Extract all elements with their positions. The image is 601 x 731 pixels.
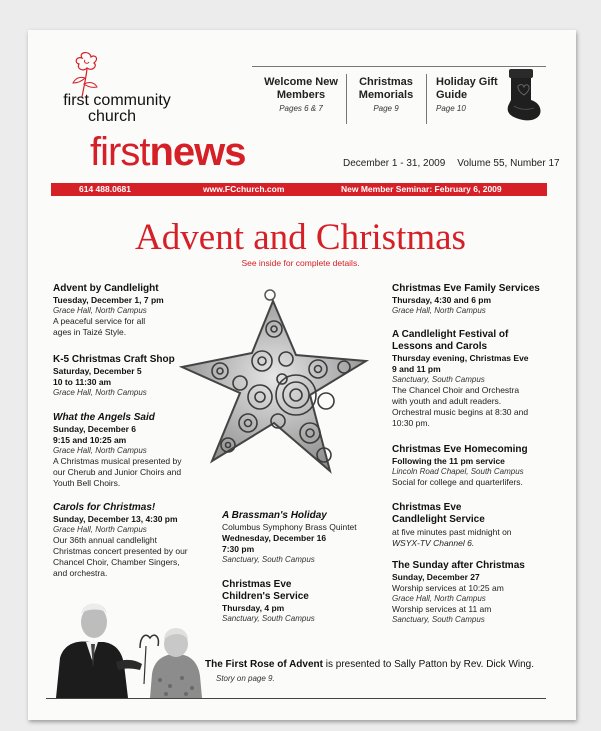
- church-logo: [52, 93, 182, 125]
- event-desc: WSYX-TV Channel 6.: [392, 538, 475, 548]
- event-place: Lincoln Road Chapel, South Campus: [392, 467, 524, 476]
- promo-title: Christmas Memorials: [358, 76, 414, 101]
- event-desc: Orchestral music begins at 8:30 and: [392, 407, 529, 417]
- event-candlelight-service-details: [392, 527, 547, 549]
- event-date: Following the 11 pm service: [392, 456, 505, 466]
- event-place: Grace Hall, North Campus: [53, 525, 147, 534]
- event-carols: [53, 502, 223, 579]
- event-time: 7:30 pm: [222, 544, 255, 554]
- event-place: Grace Hall, North Campus: [53, 388, 147, 397]
- event-date: Thursday, 4 pm: [222, 603, 285, 613]
- event-place: Grace Hall, North Campus: [392, 594, 486, 603]
- event-desc: Chancel Choir, Chamber Singers,: [53, 557, 180, 567]
- caption-story-ref: Story on page 9.: [216, 674, 275, 683]
- event-desc: A peaceful service for all: [53, 316, 146, 326]
- promo-divider: [346, 74, 347, 124]
- promo-memorials: [350, 76, 422, 113]
- headline-subtitle: See inside for complete details.: [241, 258, 360, 268]
- event-subtitle: Columbus Symphony Brass Quintet: [222, 522, 357, 532]
- info-bar: [51, 183, 547, 196]
- event-place: Sanctuary, South Campus: [222, 614, 315, 623]
- event-desc: Worship services at 11 am: [392, 604, 492, 614]
- logo-line-1: first community: [63, 92, 171, 109]
- event-date: Thursday, 4:30 and 6 pm: [392, 295, 492, 305]
- event-brassman: [222, 510, 382, 565]
- event-title: Christmas Eve Candlelight Service: [392, 502, 485, 525]
- event-date: Wednesday, December 16: [222, 533, 327, 543]
- event-place: Sanctuary, South Campus: [392, 615, 485, 624]
- masthead-news: news: [149, 130, 246, 174]
- event-lessons-carols: [392, 329, 547, 429]
- event-title: A Brassman's Holiday: [222, 510, 327, 521]
- promo-divider: [426, 74, 427, 124]
- caption-bold: The First Rose of Advent: [205, 659, 323, 670]
- event-desc: ages in Taizé Style.: [53, 327, 127, 337]
- event-title: Carols for Christmas!: [53, 502, 156, 513]
- event-date: Sunday, December 13, 4:30 pm: [53, 514, 178, 524]
- event-title: What the Angels Said: [53, 412, 155, 423]
- event-desc: with youth and adult readers.: [392, 396, 502, 406]
- caption-text: is presented to Sally Patton by Rev. Dick Wing.: [322, 659, 534, 670]
- promo-page: Pages 6 & 7: [279, 104, 323, 113]
- event-title: The Sunday after Christmas: [392, 560, 525, 571]
- event-date: Tuesday, December 1, 7 pm: [53, 295, 164, 305]
- rose-presentation-photo: [46, 588, 204, 698]
- rose-logo-icon: [60, 50, 110, 98]
- event-title: A Candlelight Festival of Lessons and Carols: [392, 329, 509, 352]
- event-place: Grace Hall, North Campus: [392, 306, 486, 315]
- bottom-rule: [46, 698, 546, 699]
- event-desc: Youth Bell Choirs.: [53, 478, 121, 488]
- issue-volume: Volume 55, Number 17: [457, 158, 560, 169]
- event-time: 9 and 11 pm: [392, 364, 441, 374]
- event-title: Christmas Eve Children's Service: [222, 579, 309, 602]
- promo-welcome: [258, 76, 344, 113]
- event-date: Thursday evening, Christmas Eve: [392, 353, 529, 363]
- event-desc: Our 36th annual candlelight: [53, 535, 157, 545]
- event-desc: and orchestra.: [53, 568, 108, 578]
- event-title: Christmas Eve Family Services: [392, 283, 540, 294]
- stocking-icon: [500, 66, 544, 126]
- event-place: Grace Hall, North Campus: [53, 306, 147, 315]
- issue-info: [343, 158, 560, 169]
- masthead-first: first: [90, 130, 150, 174]
- issue-dates: December 1 - 31, 2009: [343, 158, 446, 169]
- event-homecoming: [392, 444, 547, 488]
- event-time: 9:15 and 10:25 am: [53, 435, 127, 445]
- promo-gift-guide: [430, 76, 500, 113]
- event-title: K-5 Christmas Craft Shop: [53, 354, 175, 365]
- event-family-services: [392, 283, 547, 316]
- star-ornament-image: [178, 283, 378, 483]
- event-desc: The Chancel Choir and Orchestra: [392, 385, 520, 395]
- event-desc: A Christmas musical presented by: [53, 456, 182, 466]
- masthead: [90, 132, 245, 172]
- event-place: Sanctuary, South Campus: [392, 375, 485, 384]
- event-title: Christmas Eve Homecoming: [392, 444, 528, 455]
- seminar-notice: New Member Seminar: February 6, 2009: [341, 184, 502, 194]
- main-headline: Advent and Christmas: [135, 217, 466, 258]
- event-desc: our Cherub and Junior Choirs and: [53, 467, 182, 477]
- promo-page: Page 9: [373, 104, 399, 113]
- logo-line-2: church: [88, 108, 137, 125]
- event-date: Sunday, December 27: [392, 572, 480, 582]
- photo-caption: [205, 659, 534, 670]
- promo-title: Holiday Gift Guide: [436, 76, 498, 101]
- event-time: 10 to 11:30 am: [53, 377, 112, 387]
- event-title: Advent by Candlelight: [53, 283, 159, 294]
- event-children-service: [222, 579, 327, 624]
- website-link[interactable]: www.FCchurch.com: [203, 184, 285, 194]
- event-desc: Social for college and quarterlifers.: [392, 477, 523, 487]
- event-desc: at five minutes past midnight on: [392, 527, 512, 537]
- event-date: Sunday, December 6: [53, 424, 136, 434]
- phone-number: 614 488.0681: [79, 184, 131, 194]
- event-desc: 10:30 pm.: [392, 418, 430, 428]
- event-place: Sanctuary, South Campus: [222, 555, 315, 564]
- promo-page: Page 10: [436, 104, 466, 113]
- event-sunday-after: [392, 560, 547, 625]
- event-candlelight-service: [392, 502, 502, 526]
- event-date: Saturday, December 5: [53, 366, 142, 376]
- event-desc: Christmas concert presented by our: [53, 546, 188, 556]
- promo-title: Welcome New Members: [264, 76, 338, 101]
- event-place: Grace Hall, North Campus: [53, 446, 147, 455]
- event-desc: Worship services at 10:25 am: [392, 583, 504, 593]
